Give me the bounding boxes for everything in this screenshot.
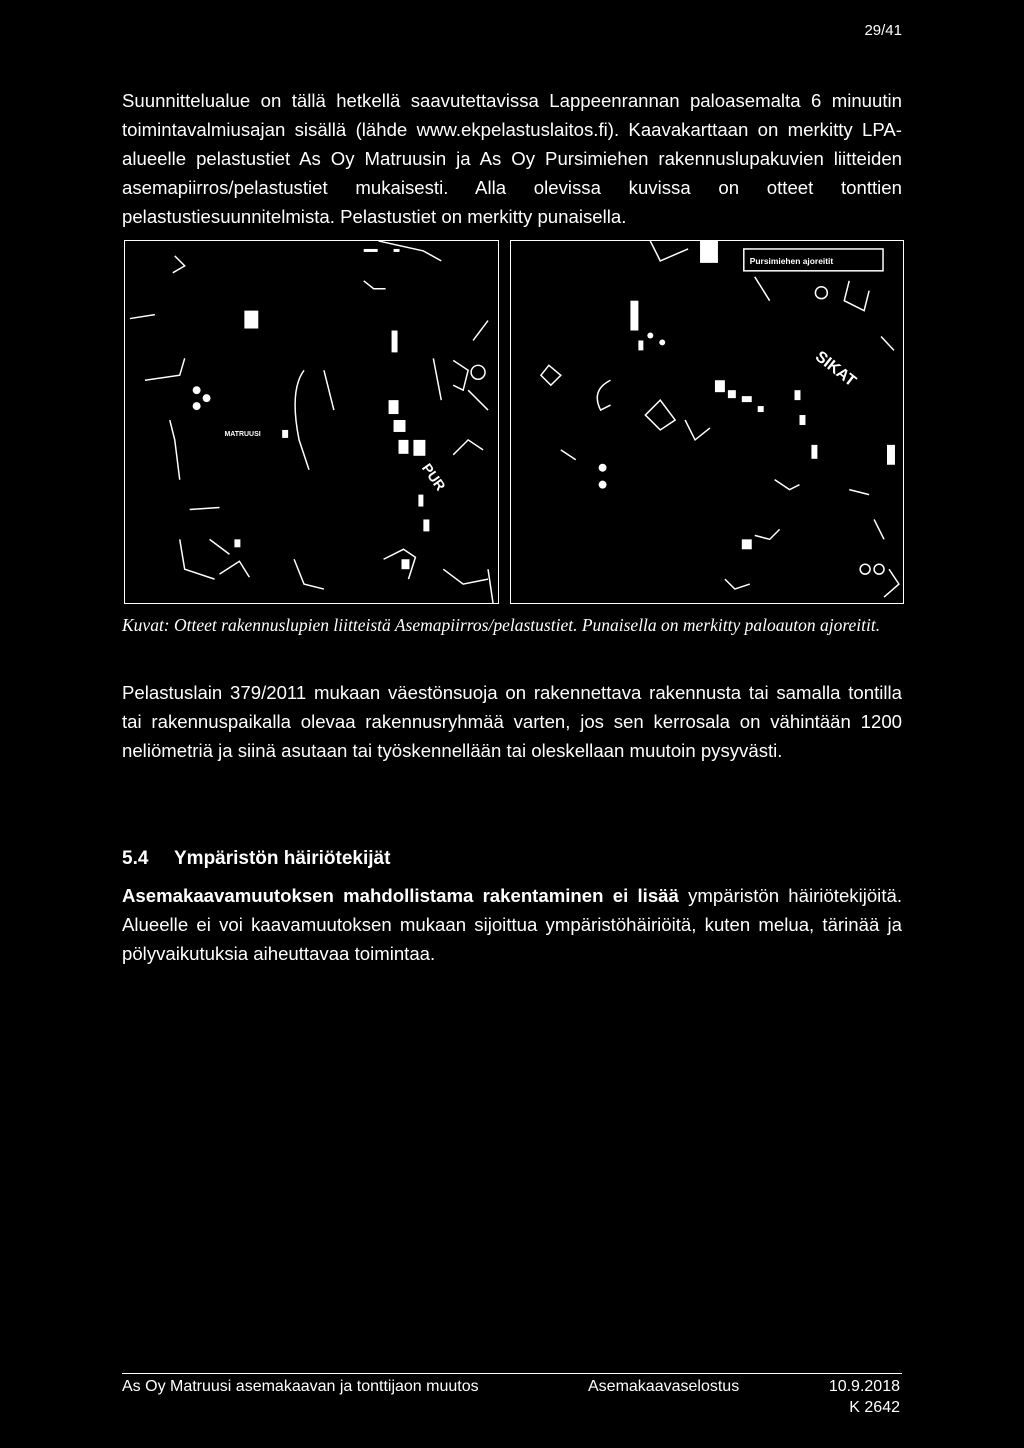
section-heading <box>122 848 390 870</box>
section-number: 5.4 <box>122 848 149 869</box>
section-title: Ympäristön häiriötekijät <box>174 848 391 869</box>
footer-document-type: Asemakaavaselostus <box>588 1378 740 1395</box>
site-plan-pursimies <box>510 240 904 604</box>
footer-code: K 2642 <box>849 1399 900 1416</box>
pur-label: PUR <box>418 460 449 494</box>
matruusi-label: MATRUUSI <box>224 430 261 438</box>
legend-label: Pursimiehen ajoreitit <box>749 255 834 266</box>
figure-caption: Kuvat: Otteet rakennuslupien liitteistä Asemapiirros/pelastustiet. Punaisella on merkitty paloauton ajoreitit. <box>122 615 881 635</box>
disturbance-paragraph-bold: Asemakaavamuutoksen mahdollistama rakentaminen ei lisää <box>122 885 679 906</box>
page-number: 29/41 <box>864 22 902 39</box>
site-plan-pursimies-drawing <box>511 241 903 603</box>
footer-project-title: As Oy Matruusi asemakaavan ja tonttijaon muutos <box>122 1378 479 1395</box>
disturbance-paragraph <box>122 881 902 968</box>
disturbance-paragraph-rest: ympäristön häiriötekijöitä. Alueelle ei voi kaavamuutoksen mukaan sijoittua ympäristöhäiriöitä, kuten melua, tärinää ja pölyvaikutuksia aiheuttavaa toimintaa. <box>122 885 902 964</box>
footer-divider <box>122 1373 902 1374</box>
sikat-label: SIKAT <box>811 348 860 391</box>
map-figure <box>124 240 904 606</box>
intro-paragraph: Suunnittelualue on tällä hetkellä saavutettavissa Lappeenrannan paloasemalta 6 minuutin toimintavalmiusajan sisällä (lähde www.ekpelastuslaitos.fi). Kaavakarttaan on merkitty LPA-alueelle pelastustiet As Oy Matruusin ja As Oy Pursimiehen rakennuslupakuvien liitteiden asemapiirros/pelastustiet mukaisesti. Alla olevissa kuvissa on otteet tonttien pelastustiesuunnitelmista. Pelastustiet on merkitty punaisella. <box>122 90 902 227</box>
footer-date: 10.9.2018 <box>828 1378 900 1395</box>
site-plan-matruusi <box>124 240 499 604</box>
shelter-paragraph: Pelastuslain 379/2011 mukaan väestönsuoja on rakennettava rakennusta tai samalla tontilla tai rakennuspaikalla olevaa rakennusryhmää varten, jos sen kerrosala on vähintään 1200 neliömetriä ja siinä asutaan tai työskennellään tai oleskellaan muutoin pysyvästi. <box>122 682 902 761</box>
site-plan-matruusi-drawing <box>125 241 498 603</box>
